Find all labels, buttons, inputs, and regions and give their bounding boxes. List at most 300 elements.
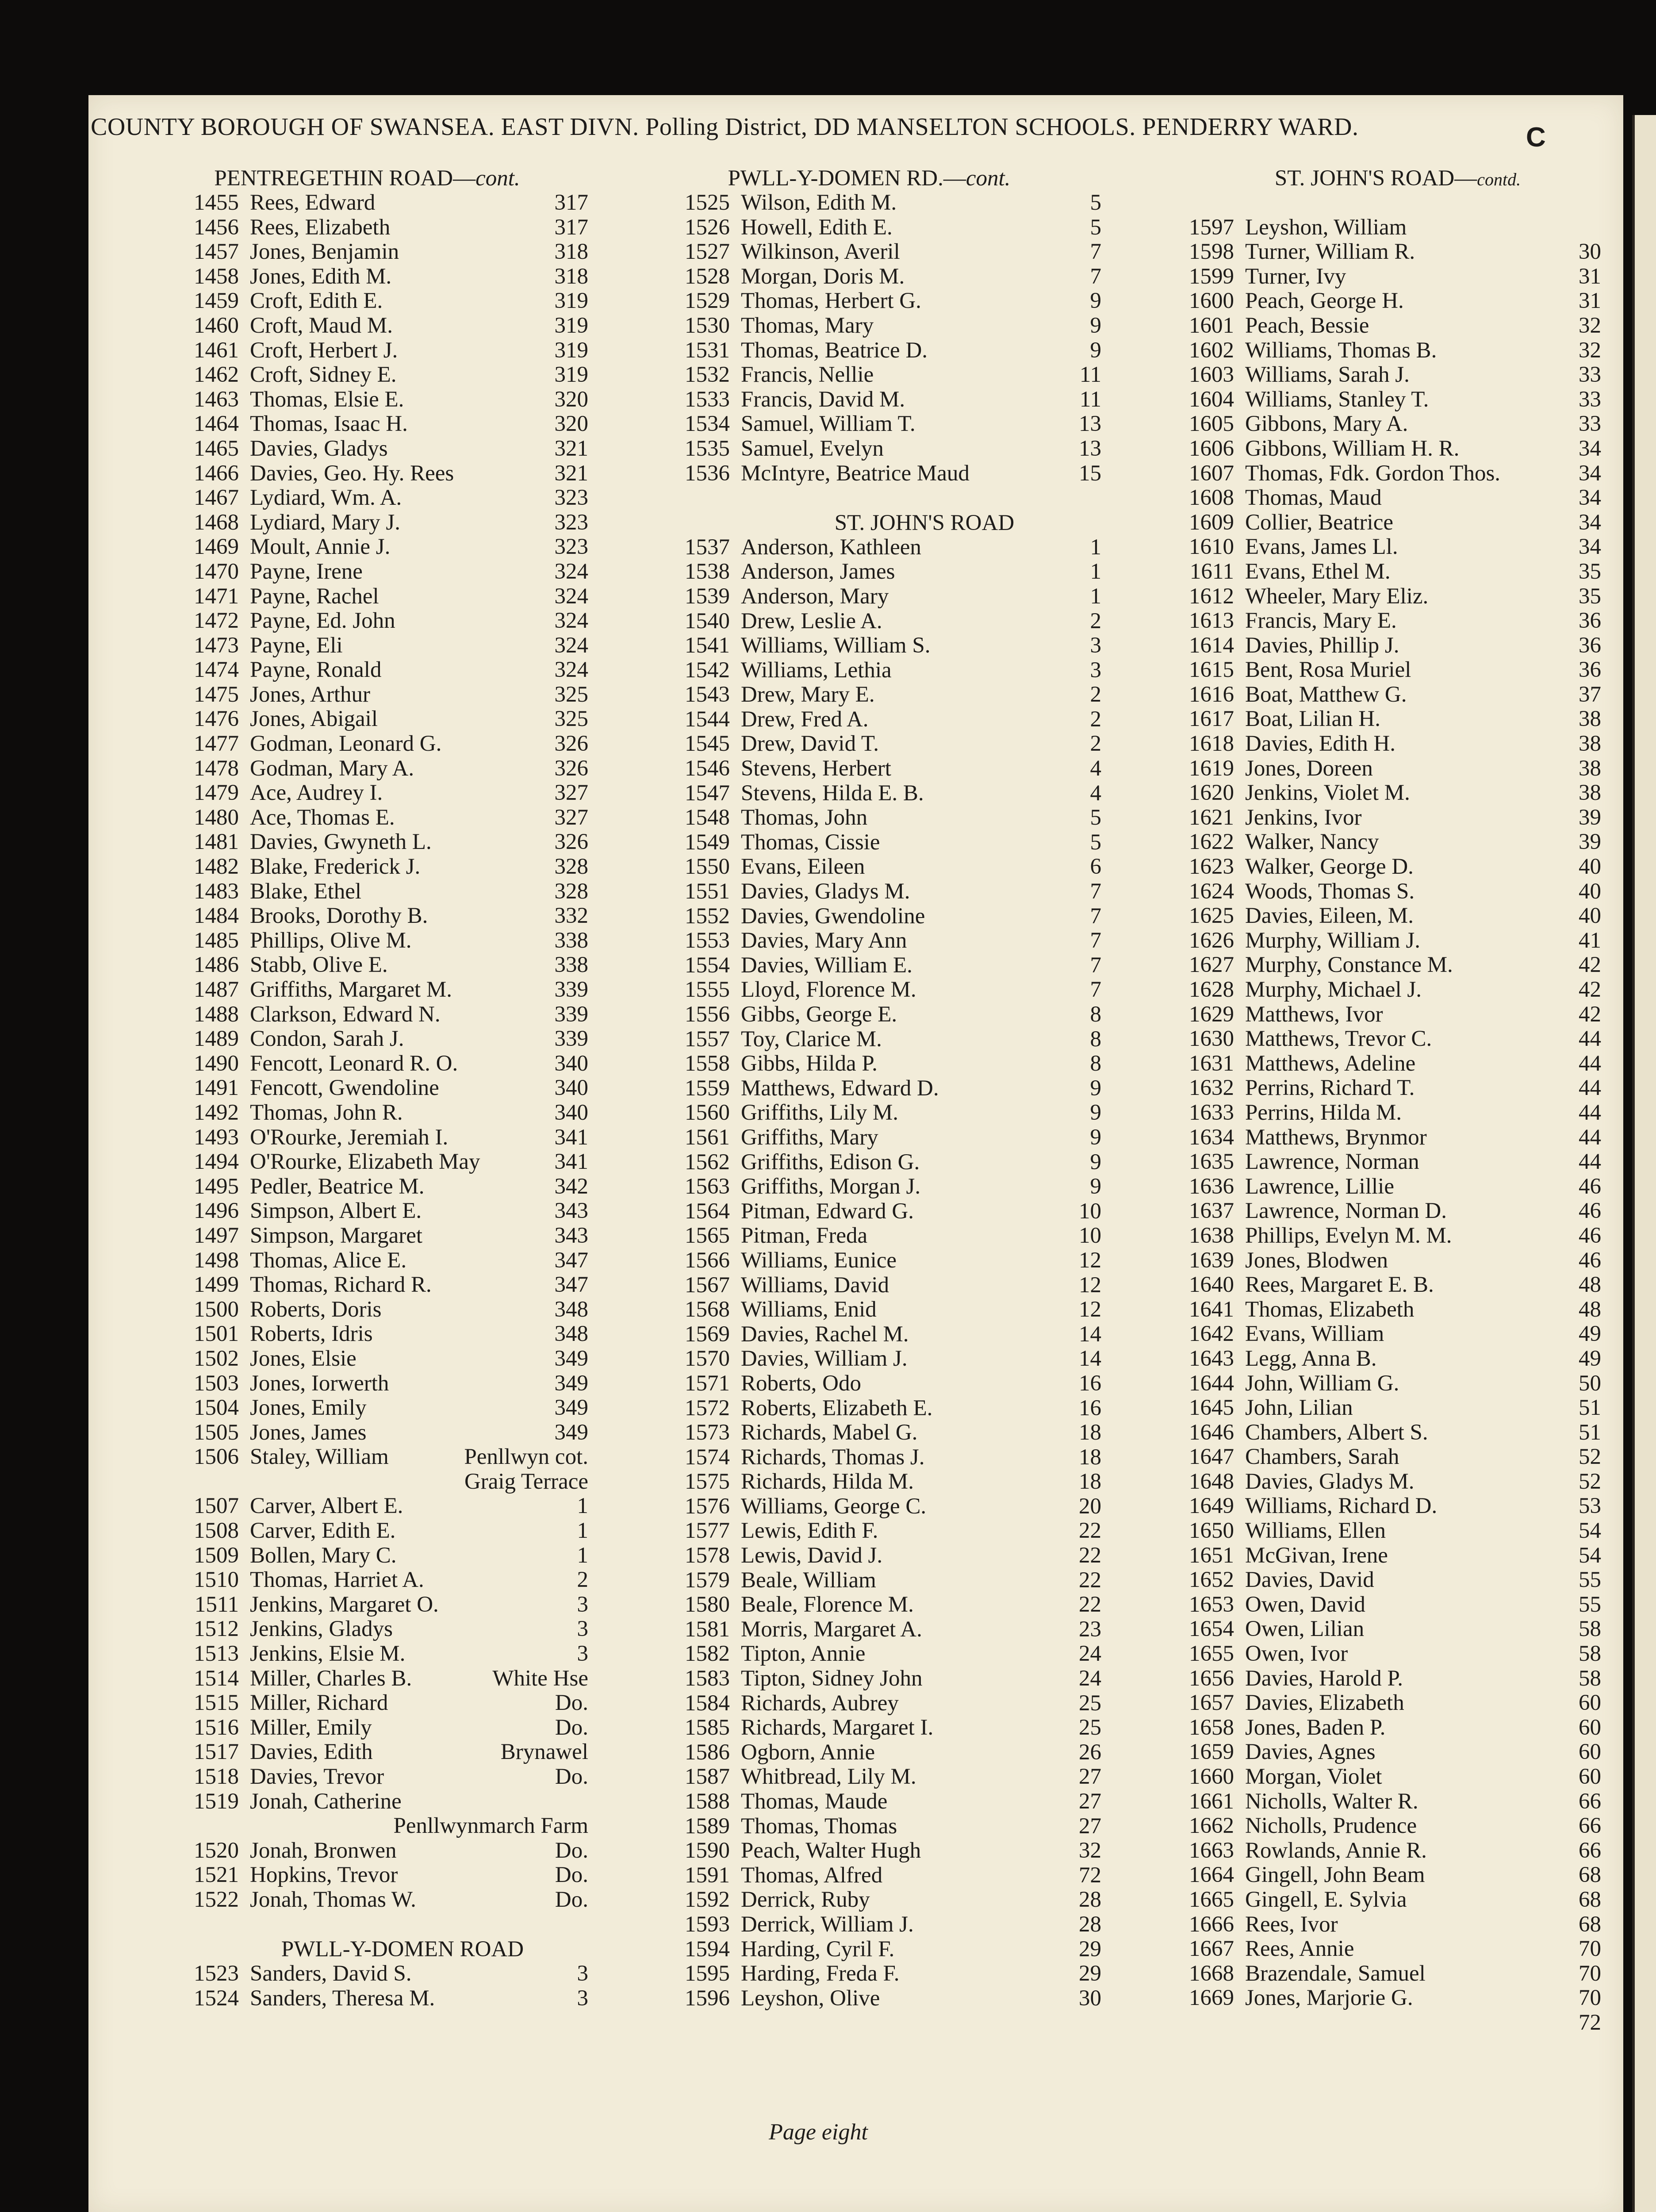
elector-address: 324 (554, 657, 588, 683)
elector-number: 1507 (194, 1494, 239, 1519)
elector-entry (637, 1593, 1101, 1617)
elector-number: 1483 (194, 879, 239, 904)
elector-name: Brooks, Dorothy B. (250, 903, 428, 929)
elector-address: 5 (1090, 215, 1101, 240)
elector-address: 3 (1090, 657, 1101, 683)
elector-address: 44 (1579, 1149, 1601, 1175)
elector-entry (1141, 1002, 1601, 1027)
elector-name: Harding, Freda F. (741, 1961, 900, 1986)
elector-number: 1460 (194, 313, 239, 338)
elector-name: Jenkins, Elsie M. (250, 1641, 406, 1667)
elector-address: 49 (1579, 1321, 1601, 1347)
elector-entry (637, 1150, 1101, 1175)
elector-entry (637, 1765, 1101, 1790)
elector-address: 33 (1579, 411, 1601, 437)
elector-address: 9 (1090, 1100, 1101, 1125)
elector-number: 1595 (685, 1961, 730, 1986)
elector-number: 1647 (1189, 1444, 1234, 1470)
elector-address: 1 (1090, 534, 1101, 560)
elector-name: Griffiths, Morgan J. (741, 1174, 921, 1199)
elector-address: 36 (1579, 633, 1601, 658)
elector-entry (1141, 1175, 1601, 1199)
column-3-heading-suffix: contd. (1477, 169, 1521, 189)
column-3 (1141, 166, 1601, 2035)
elector-number: 1630 (1189, 1026, 1234, 1052)
elector-entry (1141, 1199, 1601, 1224)
elector-entry (1141, 265, 1601, 289)
elector-number: 1479 (194, 780, 239, 806)
elector-address: 2 (577, 1567, 588, 1593)
elector-address: 38 (1579, 707, 1601, 732)
elector-entry (637, 388, 1101, 412)
elector-name: Legg, Anna B. (1245, 1346, 1377, 1371)
elector-entry (146, 683, 588, 707)
elector-address: 68 (1579, 1912, 1601, 1937)
elector-name: Roberts, Odo (741, 1371, 861, 1396)
elector-name: Gibbons, Mary A. (1245, 411, 1408, 437)
elector-number: 1495 (194, 1174, 239, 1199)
elector-name: Miller, Richard (250, 1690, 388, 1716)
elector-name: Jenkins, Margaret O. (250, 1592, 439, 1617)
elector-address: 60 (1579, 1764, 1601, 1789)
elector-name: Boat, Lilian H. (1245, 707, 1380, 732)
elector-entry (637, 1470, 1101, 1494)
elector-name: Nicholls, Prudence (1245, 1813, 1417, 1839)
elector-number: 1522 (194, 1887, 239, 1912)
elector-address: 320 (554, 411, 588, 437)
elector-entry (637, 1396, 1101, 1421)
elector-entry (1141, 1347, 1601, 1371)
elector-entry (637, 1175, 1101, 1199)
elector-number: 1623 (1189, 854, 1234, 879)
elector-address: 332 (554, 903, 588, 929)
elector-number: 1548 (685, 805, 730, 830)
elector-address: 13 (1079, 411, 1101, 437)
elector-entry (637, 978, 1101, 1002)
elector-entry (1141, 314, 1601, 338)
elector-address: 338 (554, 952, 588, 978)
elector-number: 1554 (685, 952, 730, 978)
elector-entry (146, 1199, 588, 1224)
elector-name: Evans, Ethel M. (1245, 559, 1391, 584)
elector-name: Gibbs, George E. (741, 1002, 897, 1027)
elector-entry (1141, 683, 1601, 707)
elector-number: 1524 (194, 1985, 239, 2011)
elector-number: 1477 (194, 731, 239, 757)
elector-address: 327 (554, 805, 588, 830)
elector-address: 7 (1090, 239, 1101, 265)
page-footer: Page eight (769, 2120, 868, 2145)
elector-address: 35 (1579, 559, 1601, 584)
elector-number: 1599 (1189, 264, 1234, 289)
elector-entry (637, 634, 1101, 658)
elector-name: Harding, Cyril F. (741, 1936, 895, 1962)
elector-number: 1657 (1189, 1690, 1234, 1716)
elector-name: Wilson, Edith M. (741, 190, 897, 215)
elector-number: 1478 (194, 756, 239, 781)
elector-number: 1621 (1189, 805, 1234, 830)
elector-number: 1523 (194, 1961, 239, 1986)
elector-address: 326 (554, 830, 588, 855)
elector-number: 1592 (685, 1887, 730, 1912)
elector-number: 1579 (685, 1567, 730, 1593)
elector-number: 1475 (194, 682, 239, 707)
elector-entry (1141, 1740, 1601, 1765)
elector-number: 1624 (1189, 879, 1234, 904)
elector-name: Blake, Ethel (250, 879, 362, 904)
elector-address: 44 (1579, 1075, 1601, 1101)
elector-name: Tipton, Annie (741, 1641, 866, 1667)
elector-entry (146, 904, 588, 929)
elector-name: Drew, Leslie A. (741, 608, 882, 634)
elector-number: 1618 (1189, 731, 1234, 757)
elector-address: 8 (1090, 1026, 1101, 1052)
elector-entry (146, 461, 588, 486)
elector-address: 34 (1579, 534, 1601, 560)
elector-entry (146, 1396, 588, 1421)
elector-name: Tipton, Sidney John (741, 1666, 923, 1691)
elector-entry (146, 806, 588, 830)
elector-number: 1518 (194, 1764, 239, 1789)
elector-address: 1 (1090, 559, 1101, 584)
elector-address: 50 (1579, 1371, 1601, 1396)
elector-address: 319 (554, 313, 588, 338)
elector-number: 1636 (1189, 1174, 1234, 1199)
elector-address: 58 (1579, 1666, 1601, 1691)
elector-address: 31 (1579, 288, 1601, 314)
elector-address: 39 (1579, 805, 1601, 830)
elector-number: 1557 (685, 1026, 730, 1052)
elector-name: Davies, David (1245, 1567, 1374, 1593)
elector-number: 1551 (685, 879, 730, 904)
elector-address: 7 (1090, 977, 1101, 1002)
elector-address: 34 (1579, 510, 1601, 535)
elector-number: 1458 (194, 264, 239, 289)
elector-number: 1662 (1189, 1813, 1234, 1839)
elector-name: Peach, Walter Hugh (741, 1838, 921, 1863)
elector-address: Brynawel (500, 1740, 588, 1765)
elector-entry (146, 338, 588, 363)
elector-entry (1141, 904, 1601, 929)
elector-name: Thomas, John R. (250, 1100, 403, 1125)
elector-number: 1583 (685, 1666, 730, 1691)
elector-address: 9 (1090, 1075, 1101, 1101)
elector-entry (637, 683, 1101, 707)
elector-address: 22 (1079, 1518, 1101, 1544)
elector-entry (1141, 1544, 1601, 1568)
elector-address: 3 (577, 1592, 588, 1617)
column-1-heading-text: PENTREGETHIN ROAD— (214, 166, 476, 191)
elector-address: 7 (1090, 952, 1101, 978)
elector-number: 1536 (685, 461, 730, 486)
elector-entry (637, 1863, 1101, 1888)
elector-entry (1141, 1371, 1601, 1396)
elector-name: Walker, Nancy (1245, 830, 1379, 855)
elector-name: Payne, Eli (250, 633, 343, 658)
elector-name: Clarkson, Edward N. (250, 1002, 441, 1027)
elector-entry (637, 1248, 1101, 1273)
elector-entry (637, 1814, 1101, 1839)
elector-number: 1455 (194, 190, 239, 215)
elector-name: Rowlands, Annie R. (1245, 1838, 1427, 1863)
elector-address: 27 (1079, 1764, 1101, 1790)
elector-entry (1141, 1101, 1601, 1125)
elector-number: 1484 (194, 903, 239, 929)
elector-name: Perrins, Richard T. (1245, 1075, 1415, 1101)
elector-entry (637, 1790, 1101, 1814)
section-heading: ST. JOHN'S ROAD (834, 510, 1015, 535)
elector-entry (637, 1273, 1101, 1298)
elector-address: 44 (1579, 1051, 1601, 1076)
elector-number: 1494 (194, 1149, 239, 1175)
elector-entry (1141, 830, 1601, 855)
elector-name: Morgan, Violet (1245, 1764, 1382, 1789)
elector-number: 1665 (1189, 1887, 1234, 1912)
elector-number: 1537 (685, 534, 730, 560)
elector-name: Simpson, Margaret (250, 1223, 423, 1248)
elector-entry (146, 1224, 588, 1248)
elector-address: 12 (1079, 1272, 1101, 1298)
elector-entry (1141, 338, 1601, 363)
elector-entry (146, 929, 588, 953)
elector-address: 339 (554, 1026, 588, 1052)
elector-entry (637, 191, 1101, 215)
elector-number: 1527 (685, 239, 730, 265)
elector-entry (1141, 1888, 1601, 1912)
elector-number: 1572 (685, 1395, 730, 1421)
elector-entry (1141, 1027, 1601, 1052)
elector-number: 1470 (194, 559, 239, 584)
elector-address: 68 (1579, 1863, 1601, 1888)
elector-number: 1600 (1189, 288, 1234, 314)
elector-address: 24 (1079, 1641, 1101, 1667)
elector-address: 36 (1579, 608, 1601, 634)
elector-number: 1508 (194, 1518, 239, 1544)
elector-name: Carver, Edith E. (250, 1518, 396, 1544)
elector-number: 1542 (685, 657, 730, 683)
elector-address: 349 (554, 1395, 588, 1421)
elector-name: Godman, Leonard G. (250, 731, 442, 757)
elector-number: 1476 (194, 707, 239, 732)
elector-entry (146, 535, 588, 560)
elector-entry (1141, 1322, 1601, 1347)
elector-entry (637, 1199, 1101, 1224)
elector-number: 1641 (1189, 1297, 1234, 1322)
elector-address: 3 (577, 1985, 588, 2011)
elector-address: 349 (554, 1346, 588, 1371)
elector-number: 1520 (194, 1838, 239, 1863)
elector-entry (1141, 1494, 1601, 1519)
elector-entry (637, 855, 1101, 879)
column-1-heading-suffix: cont. (475, 166, 520, 191)
elector-entry (637, 1986, 1101, 2011)
elector-address: 348 (554, 1321, 588, 1347)
elector-number: 1561 (685, 1125, 730, 1150)
elector-name: Davies, Gladys M. (741, 879, 910, 904)
elector-name: Richards, Thomas J. (741, 1444, 925, 1470)
elector-number: 1487 (194, 977, 239, 1002)
elector-address: 51 (1579, 1420, 1601, 1445)
elector-number: 1482 (194, 854, 239, 879)
elector-entry (637, 904, 1101, 929)
elector-name: Toy, Clarice M. (741, 1026, 882, 1052)
elector-number: 1632 (1189, 1075, 1234, 1101)
elector-number: 1492 (194, 1100, 239, 1125)
elector-number: 1467 (194, 485, 239, 511)
elector-address: 44 (1579, 1125, 1601, 1150)
elector-name: Payne, Irene (250, 559, 363, 584)
elector-entry (1141, 929, 1601, 953)
elector-number: 1498 (194, 1248, 239, 1273)
elector-entry (637, 1445, 1101, 1470)
elector-entry (1141, 363, 1601, 388)
elector-address: 52 (1579, 1469, 1601, 1494)
elector-entry (146, 1347, 588, 1371)
elector-number: 1531 (685, 338, 730, 363)
elector-name: Williams, Richard D. (1245, 1494, 1438, 1519)
elector-entry (146, 978, 588, 1002)
elector-number: 1535 (685, 436, 730, 461)
elector-name: Jenkins, Ivor (1245, 805, 1362, 830)
elector-number: 1532 (685, 362, 730, 388)
elector-number: 1593 (685, 1912, 730, 1937)
elector-entry (1141, 215, 1601, 240)
elector-name: Jones, Emily (250, 1395, 367, 1421)
elector-address: 40 (1579, 879, 1601, 904)
elector-name: Davies, Eileen, M. (1245, 903, 1414, 929)
elector-name: Richards, Mabel G. (741, 1420, 918, 1445)
elector-address: 339 (554, 1002, 588, 1027)
elector-number: 1462 (194, 362, 239, 388)
elector-number: 1545 (685, 731, 730, 757)
elector-number: 1637 (1189, 1198, 1234, 1224)
elector-name: Davies, Mary Ann (741, 928, 907, 953)
elector-name: Francis, Mary E. (1245, 608, 1397, 634)
elector-entry (637, 732, 1101, 757)
elector-name: Payne, Ed. John (250, 608, 395, 634)
elector-entry (1141, 634, 1601, 658)
elector-entry (637, 1740, 1101, 1765)
elector-address: 3 (577, 1617, 588, 1642)
elector-name: Davies, Trevor (250, 1764, 384, 1789)
elector-name: Lawrence, Norman (1245, 1149, 1419, 1175)
elector-number: 1562 (685, 1149, 730, 1175)
elector-name: Jones, Marjorie G. (1245, 1985, 1413, 2011)
elector-number: 1499 (194, 1272, 239, 1298)
elector-address: 66 (1579, 1838, 1601, 1863)
elector-entry (1141, 1396, 1601, 1421)
elector-address: 15 (1079, 461, 1101, 486)
elector-entry (146, 560, 588, 584)
elector-address: 16 (1079, 1395, 1101, 1421)
address-continuation: Penllwynmarch Farm (393, 1813, 588, 1839)
elector-entry (1141, 1470, 1601, 1494)
elector-address: 319 (554, 338, 588, 363)
elector-number: 1589 (685, 1813, 730, 1839)
elector-number: 1661 (1189, 1789, 1234, 1814)
elector-number: 1660 (1189, 1764, 1234, 1789)
elector-address: 49 (1579, 1346, 1601, 1371)
elector-name: Jonah, Thomas W. (250, 1887, 416, 1912)
elector-number: 1514 (194, 1666, 239, 1691)
elector-name: Matthews, Trevor C. (1245, 1026, 1432, 1052)
elector-number: 1569 (685, 1321, 730, 1347)
elector-number: 1504 (194, 1395, 239, 1421)
elector-entry (1141, 1076, 1601, 1101)
elector-name: Nicholls, Walter R. (1245, 1789, 1418, 1814)
elector-entry (637, 1052, 1101, 1076)
elector-number: 1491 (194, 1075, 239, 1101)
elector-entry (637, 929, 1101, 953)
elector-name: Griffiths, Mary (741, 1125, 878, 1150)
elector-number: 1546 (685, 756, 730, 781)
elector-entry (146, 437, 588, 461)
elector-entry (1141, 1445, 1601, 1470)
elector-entry (637, 363, 1101, 388)
elector-address: 5 (1090, 190, 1101, 215)
elector-entry (146, 584, 588, 609)
elector-number: 1567 (685, 1272, 730, 1298)
elector-number: 1563 (685, 1174, 730, 1199)
elector-entry (637, 806, 1101, 830)
elector-address: 70 (1579, 1961, 1601, 1986)
elector-number: 1534 (685, 411, 730, 437)
elector-name: Woods, Thomas S. (1245, 879, 1415, 904)
elector-name: Stabb, Olive E. (250, 952, 388, 978)
elector-entry (1141, 609, 1601, 634)
elector-number: 1627 (1189, 952, 1234, 978)
elector-address: 66 (1579, 1813, 1601, 1839)
elector-number: 1528 (685, 264, 730, 289)
elector-address: 40 (1579, 854, 1601, 879)
elector-entry (146, 1494, 588, 1519)
elector-name: Turner, William R. (1245, 239, 1415, 265)
elector-number: 1519 (194, 1789, 239, 1814)
elector-name: McGivan, Irene (1245, 1543, 1388, 1568)
elector-name: Leyshon, William (1245, 215, 1407, 240)
elector-name: Murphy, William J. (1245, 928, 1421, 953)
elector-entry (146, 707, 588, 732)
elector-number: 1516 (194, 1715, 239, 1740)
elector-name: Morgan, Doris M. (741, 264, 905, 289)
elector-number: 1580 (685, 1592, 730, 1617)
elector-number: 1550 (685, 854, 730, 879)
elector-name: Croft, Sidney E. (250, 362, 397, 388)
elector-address: 8 (1090, 1051, 1101, 1076)
elector-address: 29 (1079, 1961, 1101, 1986)
elector-entry (637, 1224, 1101, 1248)
elector-number: 1586 (685, 1740, 730, 1765)
elector-address: 325 (554, 682, 588, 707)
elector-name: Jones, Baden P. (1245, 1715, 1386, 1740)
elector-number: 1555 (685, 977, 730, 1002)
elector-entry (1141, 1248, 1601, 1273)
elector-name: Davies, Gwyneth L. (250, 830, 432, 855)
elector-address: Do. (555, 1863, 588, 1888)
elector-address: 3 (577, 1961, 588, 1986)
elector-entry (637, 658, 1101, 683)
elector-number: 1575 (685, 1469, 730, 1494)
elector-entry (1141, 461, 1601, 486)
elector-address: 20 (1079, 1494, 1101, 1519)
elector-name: Thomas, Herbert G. (741, 288, 921, 314)
elector-address: 28 (1079, 1912, 1101, 1937)
elector-number: 1606 (1189, 436, 1234, 461)
elector-name: Samuel, Evelyn (741, 436, 884, 461)
elector-address: 24 (1079, 1666, 1101, 1691)
elector-entry (146, 1175, 588, 1199)
elector-address: 3 (1090, 633, 1101, 658)
